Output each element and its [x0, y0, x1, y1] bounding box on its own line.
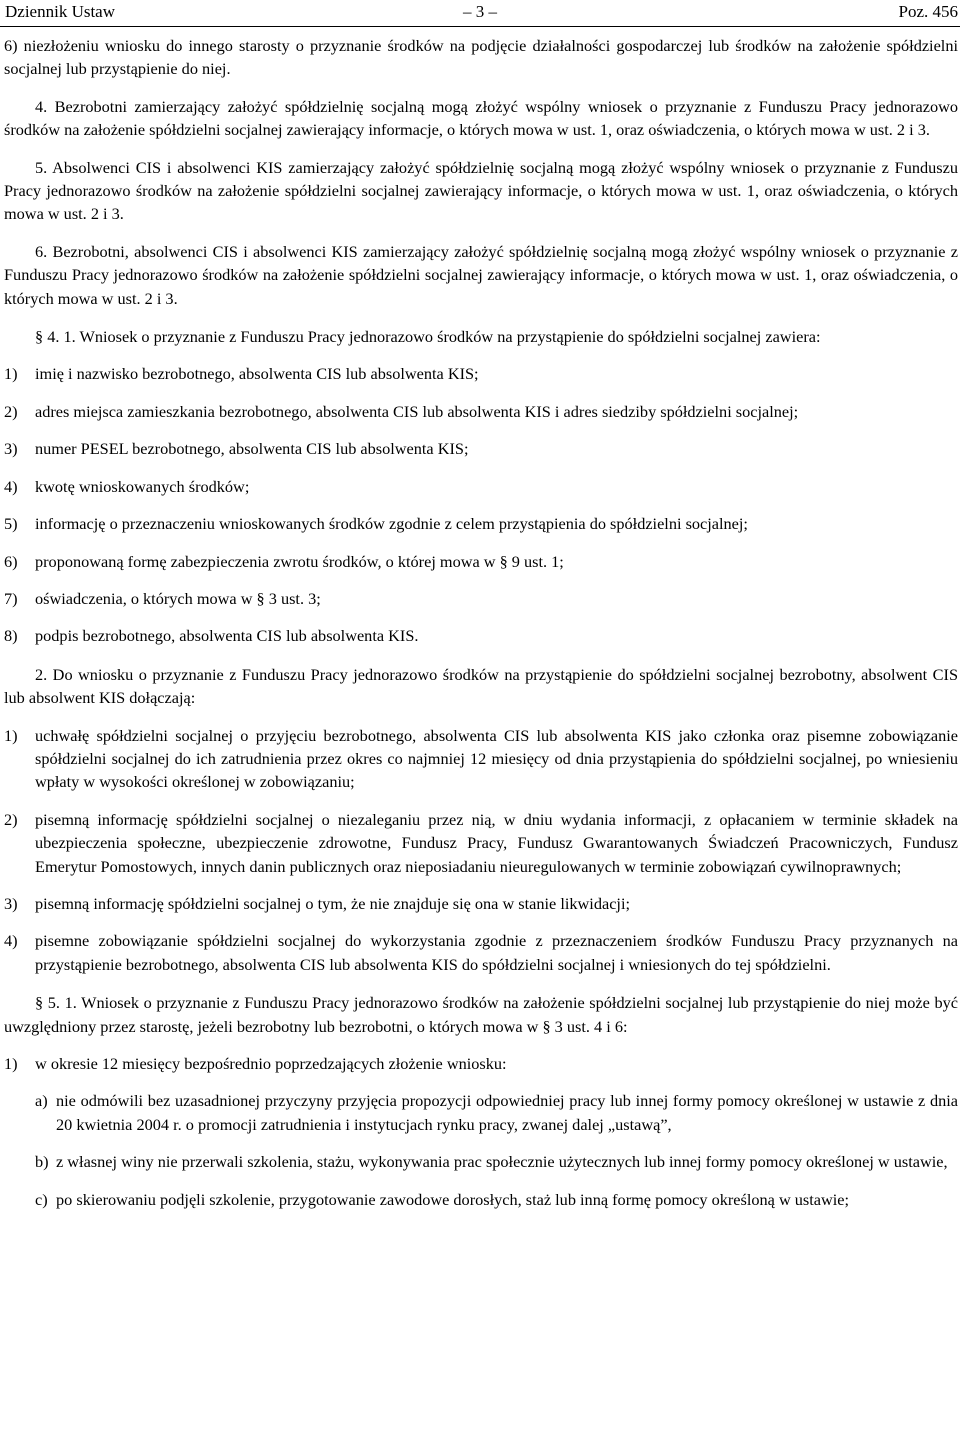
paragraph-item-6: 6) niezłożeniu wniosku do innego starosty o przyznanie środków na podjęcie działalności gospodarczej lub środków na założenie spółdzielni socjalnej lub przystąpienie do niej.	[4, 36, 958, 79]
list-item	[4, 550, 958, 573]
list-item	[4, 362, 958, 385]
list-item	[4, 1052, 958, 1075]
sub-item-letter: c)	[35, 1189, 48, 1209]
journal-title: Dziennik Ustaw	[5, 2, 116, 21]
list-item-number: 7)	[4, 588, 18, 608]
list-item-number: 2)	[4, 809, 18, 829]
sub-item-letter: b)	[35, 1152, 49, 1172]
list-item	[4, 475, 958, 498]
list-item	[4, 400, 958, 423]
list-item	[4, 892, 958, 915]
sub-items-list	[4, 1089, 958, 1211]
sub-list-item	[35, 1089, 958, 1136]
list-item-number: 4)	[4, 476, 18, 496]
paragraph-ust-5: 5. Absolwenci CIS i absolwenci KIS zamierzający założyć spółdzielnię socjalną mogą złożyć wspólny wniosek o przyznanie z Funduszu Pracy jednorazowo środków na założenie spółdzielni socjalnej zawierający informacje, o których mowa w ust. 1, oraz oświadczenia, o których mowa w ust. 2 i 3.	[4, 157, 958, 224]
list-item-number: 5)	[4, 514, 18, 534]
list-item-number: 3)	[4, 439, 18, 459]
list-item-number: 1)	[4, 1054, 18, 1073]
sub-item-letter: a)	[35, 1091, 48, 1111]
document-body	[4, 34, 958, 1211]
position-number: Poz. 456	[898, 2, 958, 21]
list-item	[4, 724, 958, 794]
sub-list-item	[35, 1188, 958, 1211]
list-item-text: podpis bezrobotnego, absolwenta CIS lub absolwenta KIS.	[35, 626, 419, 646]
list-item-text: uchwałę spółdzielni socjalnej o przyjęciu bezrobotnego, absolwenta CIS lub absolwenta KIS jako członka oraz pisemne zobowiązanie spółdzielni socjalnej do ich zatrudnienia przez okres co najmniej 12 miesięcy od dnia przystąpienia do spółdzielni socjalnej, po wniesieniu wpłaty w wysokości określonej w zobowiązaniu;	[35, 725, 958, 792]
list-item	[4, 624, 958, 647]
list-item-number: 1)	[4, 725, 18, 745]
section-4-ust-2: 2. Do wniosku o przyznanie z Funduszu Pracy jednorazowo środków na przystąpienie do spółdzielni socjalnej bezrobotny, absolwent CIS lub absolwent KIS dołączają:	[4, 664, 958, 708]
list-item-text: pisemną informację spółdzielni socjalnej o niezaleganiu przez nią, w dniu wydania informacji, z opłacaniem w terminie składek na ubezpieczenia społeczne, ubezpieczenie zdrowotne, Fundusz Pracy, Fundusz Gwarantowanych Świadczeń Pracowniczych, Fundusz Emerytur Pomostowych, innych danin publicznych oraz nieposiadaniu nieuregulowanych w terminie zobowiązań cywilnoprawnych;	[35, 809, 958, 876]
list-item	[4, 437, 958, 460]
list-item-number: 6)	[4, 551, 18, 571]
page-header	[0, 0, 960, 27]
list-item-text: pisemną informację spółdzielni socjalnej o tym, że nie znajduje się ona w stanie likwidacji;	[35, 893, 630, 913]
list-item-text: oświadczenia, o których mowa w § 3 ust. 3;	[35, 588, 321, 608]
list-item-text: numer PESEL bezrobotnego, absolwenta CIS lub absolwenta KIS;	[35, 439, 469, 459]
sub-item-text: z własnej winy nie przerwali szkolenia, stażu, wykonywania prac społecznie użytecznych lub innej formy pomocy określonej w ustawie,	[56, 1152, 948, 1172]
sub-item-text: po skierowaniu podjęli szkolenie, przygotowanie zawodowe dorosłych, staż lub inną formę pomocy określoną w ustawie;	[56, 1189, 850, 1209]
attachments-list	[4, 724, 958, 977]
list-item-number: 3)	[4, 893, 18, 913]
sub-list-item	[35, 1150, 958, 1173]
list-item-text: imię i nazwisko bezrobotnego, absolwenta CIS lub absolwenta KIS;	[35, 364, 479, 384]
list-item-text: w okresie 12 miesięcy bezpośrednio poprzedzających złożenie wniosku:	[35, 1054, 507, 1073]
list-item	[4, 808, 958, 878]
sub-item-text: nie odmówili bez uzasadnionej przyczyny przyjęcia propozycji odpowiedniej pracy lub innej formy pomocy określonej w ustawie z dnia 20 kwietnia 2004 r. o promocji zatrudnienia i instytucjach rynku pracy, zwanej dalej „ustawą”,	[56, 1091, 958, 1134]
list-item-text: proponowaną formę zabezpieczenia zwrotu środków, o której mowa w § 9 ust. 1;	[35, 551, 564, 571]
list-item-text: informację o przeznaczeniu wnioskowanych środków zgodnie z celem przystąpienia do spółdzielni socjalnej;	[35, 514, 748, 534]
list-item-text: adres miejsca zamieszkania bezrobotnego, absolwenta CIS lub absolwenta KIS i adres siedziby spółdzielni socjalnej;	[35, 401, 799, 421]
paragraph-ust-6: 6. Bezrobotni, absolwenci CIS i absolwenci KIS zamierzający założyć spółdzielnię socjalną mogą złożyć wspólny wniosek o przyznanie z Funduszu Pracy jednorazowo środków na założenie spółdzielni socjalnej zawierający informacje, o których mowa w ust. 1, oraz oświadczenia, o których mowa w ust. 2 i 3.	[4, 241, 958, 308]
paragraph-ust-4: 4. Bezrobotni zamierzający założyć spółdzielnię socjalną mogą złożyć wspólny wniosek o przyznanie z Funduszu Pracy jednorazowo środków na założenie spółdzielni socjalnej zawierający informacje, o których mowa w ust. 1, oraz oświadczenia, o których mowa w ust. 2 i 3.	[4, 96, 958, 140]
list-item-text: kwotę wnioskowanych środków;	[35, 476, 250, 496]
section-4-list	[4, 362, 958, 647]
list-item	[4, 929, 958, 976]
list-item-text: pisemne zobowiązanie spółdzielni socjalnej do wykorzystania zgodnie z przeznaczeniem środków Funduszu Pracy przyznanych na przystąpienie bezrobotnego, absolwenta CIS lub absolwenta KIS do spółdzielni socjalnej i wniesionych do tej spółdzielni.	[35, 931, 958, 974]
list-item	[4, 512, 958, 535]
list-item-number: 2)	[4, 401, 18, 421]
list-item-number: 4)	[4, 931, 18, 951]
page-number: – 3 –	[463, 2, 497, 21]
section-4-intro: § 4. 1. Wniosek o przyznanie z Funduszu Pracy jednorazowo środków na przystąpienie do spółdzielni socjalnej zawiera:	[35, 327, 821, 347]
list-item	[4, 587, 958, 610]
section-5-intro: § 5. 1. Wniosek o przyznanie z Funduszu Pracy jednorazowo środków na założenie spółdzielni socjalnej lub przystąpienie do niej może być uwzględniony przez starostę, jeżeli bezrobotny lub bezrobotni, o których mowa w § 3 ust. 4 i 6:	[4, 993, 958, 1036]
list-item-number: 1)	[4, 364, 18, 384]
list-item-number: 8)	[4, 626, 18, 646]
